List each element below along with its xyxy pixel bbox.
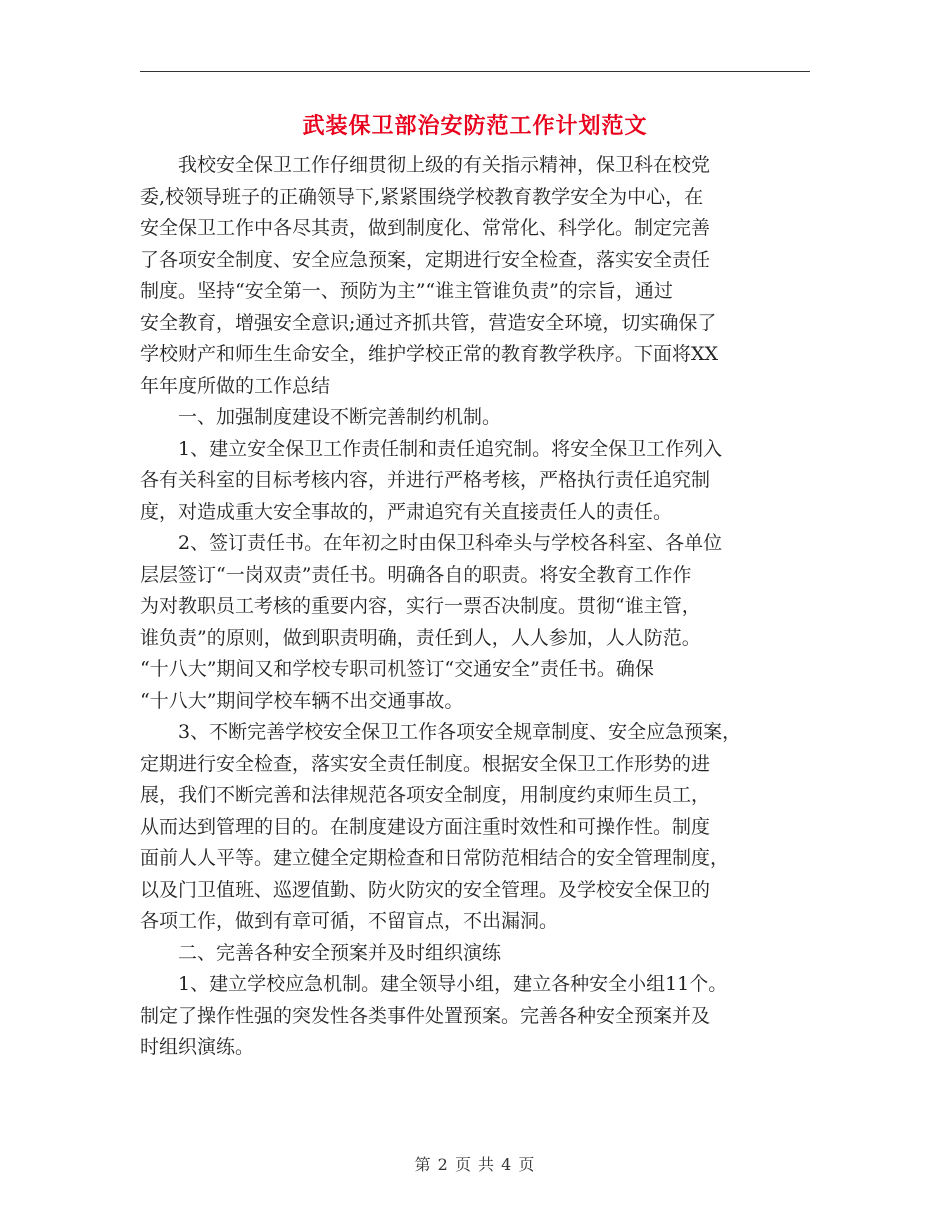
text-line: 安全保卫工作中各尽其责，做到制度化、常常化、科学化。制定完善 [140,217,711,239]
text-line: 2、签订责任书。在年初之时由保卫科牵头与学校各科室、各单位 [140,532,723,554]
text-line: 3、不断完善学校安全保卫工作各项安全规章制度、安全应急预案， [140,721,742,743]
text-line: “十八大”期间又和学校专职司机签订“交通安全”责任书。确保 [140,658,654,680]
document-title: 武装保卫部治安防范工作计划范文 [302,113,648,139]
text-line: 定期进行安全检查，落实安全责任制度。根据安全保卫工作形势的进 [140,752,711,775]
text-line: 各项工作，做到有章可循，不留盲点，不出漏洞。 [140,910,559,932]
text-line: 展，我们不断完善和法律规范各项安全制度，用制度约束师生员工， [140,784,711,806]
text-line: 我校安全保卫工作仔细贯彻上级的有关指示精神，保卫科在校党 [140,154,711,176]
paragraph [140,528,810,717]
text-line: 从而达到管理的目的。在制度建设方面注重时效性和可操作性。制度 [140,815,711,838]
document-body [140,150,810,1064]
text-line: 面前人人平等。建立健全定期检查和日常防范相结合的安全管理制度， [140,847,730,869]
text-line: 时组织演练。 [140,1036,255,1058]
text-line: 年年度所做的工作总结 [140,374,331,397]
text-line: 一、加强制度建设不断完善制约机制。 [140,406,502,428]
paragraph [140,938,810,970]
text-line: 安全教育，增强安全意识;通过齐抓共管，营造安全环境，切实确保了 [140,311,717,334]
header-rule [140,71,810,72]
paragraph [140,717,810,938]
text-line: 以及门卫值班、巡逻值勤、防火防灾的安全管理。及学校安全保卫的 [140,878,711,901]
text-line: “十八大”期间学校车辆不出交通事故。 [140,689,464,712]
page-footer: 第 2 页 共 4 页 [414,1155,536,1174]
paragraph [140,434,810,529]
paragraph [140,402,810,434]
text-line: 委,校领导班子的正确领导下,紧紧围绕学校教育教学安全为中心，在 [140,185,704,208]
text-line: 为对教职员工考核的重要内容，实行一票否决制度。贯彻“谁主管， [140,595,701,617]
text-line: 二、完善各种安全预案并及时组织演练 [140,941,502,964]
text-line: 了各项安全制度、安全应急预案，定期进行安全检查，落实安全责任 [140,248,711,271]
paragraph [140,969,810,1064]
text-line: 度，对造成重大安全事故的，严肃追究有关直接责任人的责任。 [140,500,673,523]
text-line: 学校财产和师生生命安全，维护学校正常的教育教学秩序。下面将XX [140,343,719,365]
text-line: 谁负责”的原则，做到职责明确，责任到人，人人参加，人人防范。 [140,626,701,649]
text-line: 层层签订“一岗双责”责任书。明确各自的职责。将安全教育工作作 [140,563,692,586]
text-line: 各有关科室的目标考核内容，并进行严格考核，严格执行责任追究制 [140,469,711,491]
paragraph [140,150,810,402]
text-line: 1、建立安全保卫工作责任制和责任追究制。将安全保卫工作列入 [140,437,723,460]
text-line: 制度。坚持“安全第一、预防为主”“谁主管谁负责”的宗旨，通过 [140,280,673,302]
text-line: 制定了操作性强的突发性各类事件处置预案。完善各种安全预案并及 [140,1004,711,1027]
text-line: 1、建立学校应急机制。建全领导小组，建立各种安全小组11个。 [140,973,728,995]
